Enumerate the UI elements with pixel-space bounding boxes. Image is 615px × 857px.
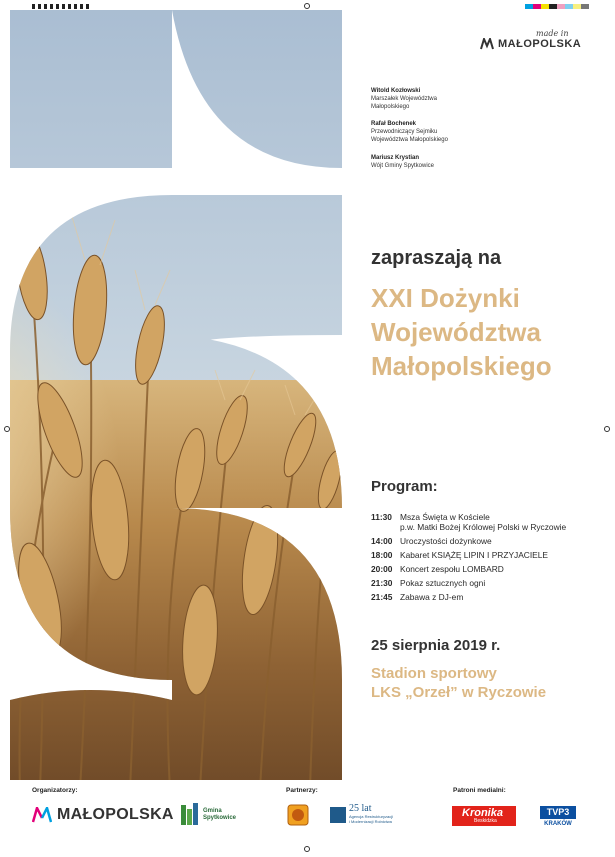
malopolska-footer-text: MAŁOPOLSKA xyxy=(57,806,174,823)
invite-text: zapraszają na xyxy=(371,247,502,269)
program-item xyxy=(371,564,504,574)
kronika-subtitle: Beskidzka xyxy=(474,818,497,824)
program-desc: Kabaret KSIĄŻĘ LIPIN I PRZYJACIELE xyxy=(400,550,549,560)
program-item xyxy=(371,578,485,588)
program-item xyxy=(371,536,492,546)
host-3 xyxy=(371,154,434,170)
host-name: Rafał Bochenek xyxy=(371,121,417,127)
printer-bar-right xyxy=(525,4,589,9)
program-item xyxy=(371,592,463,602)
event-title: XXI Dożynki Województwa Małopolskiego xyxy=(371,283,552,381)
program-desc: Pokaz sztucznych ogni xyxy=(400,578,486,588)
partner-emblem-icon xyxy=(287,804,309,826)
registration-mark-bottom xyxy=(304,846,310,852)
program-time: 11:30 xyxy=(371,512,392,522)
program-desc: Zabawa z DJ-em xyxy=(400,592,464,602)
program-time: 18:00 xyxy=(371,550,393,560)
malopolska-m-icon xyxy=(480,38,494,50)
program-time: 21:45 xyxy=(371,592,393,602)
malopolska-m-icon xyxy=(32,807,52,823)
program-time: 21:30 xyxy=(371,578,393,588)
arimr-subtitle: Agencja Restrukturyzacji i Modernizacji Rolnictwa xyxy=(349,814,394,824)
host-2 xyxy=(371,120,448,144)
partners-label: Partnerzy: xyxy=(286,787,318,794)
tvp3-krakow-logo xyxy=(540,806,576,827)
event-date: 25 sierpnia 2019 r. xyxy=(371,637,501,654)
event-venue: Stadion sportowy LKS „Orzeł” w Ryczowie xyxy=(371,665,547,701)
host-role: Przewodniczący Sejmiku Województwa Małopolskiego xyxy=(371,129,448,143)
arimr-years: 25 lat xyxy=(349,803,372,814)
malopolska-logo-footer xyxy=(32,806,174,824)
gmina-logo-text: Gmina Spytkowice xyxy=(203,808,237,821)
host-role: Wójt Gminy Spytkowice xyxy=(371,163,435,169)
host-name: Mariusz Krystian xyxy=(371,155,420,161)
arimr-badge-icon xyxy=(330,807,346,823)
program-desc: Uroczystości dożynkowe xyxy=(400,536,492,546)
program-time: 14:00 xyxy=(371,536,393,546)
gmina-spytkowice-logo xyxy=(180,803,236,827)
program-desc: Koncert zespołu LOMBARD xyxy=(400,564,504,574)
kronika-beskidzka-logo xyxy=(452,806,516,826)
malopolska-logo-top xyxy=(480,38,581,50)
registration-mark-right xyxy=(604,426,610,432)
program-item xyxy=(371,512,566,532)
host-name: Witold Kozłowski xyxy=(371,88,421,94)
organizers-label: Organizatorzy: xyxy=(32,787,78,794)
made-in-label: made in xyxy=(536,29,569,38)
tvp3-city: KRAKÓW xyxy=(544,821,572,827)
program-time: 20:00 xyxy=(371,564,393,574)
tvp3-badge: TVP3 xyxy=(540,806,576,819)
kronika-title: Kronika xyxy=(462,807,503,819)
host-role: Marszałek Województwa Małopolskiego xyxy=(371,96,437,110)
host-1 xyxy=(371,87,437,111)
media-label: Patroni medialni: xyxy=(453,787,506,794)
gmina-crest-icon xyxy=(180,803,200,827)
program-item xyxy=(371,550,548,560)
program-desc: Msza Święta w Kościele p.w. Matki Bożej Królowej Polski w Ryczowie xyxy=(400,512,567,532)
malopolska-logo-text: MAŁOPOLSKA xyxy=(498,38,582,50)
program-heading: Program: xyxy=(371,478,438,495)
arimr-logo xyxy=(330,803,393,824)
